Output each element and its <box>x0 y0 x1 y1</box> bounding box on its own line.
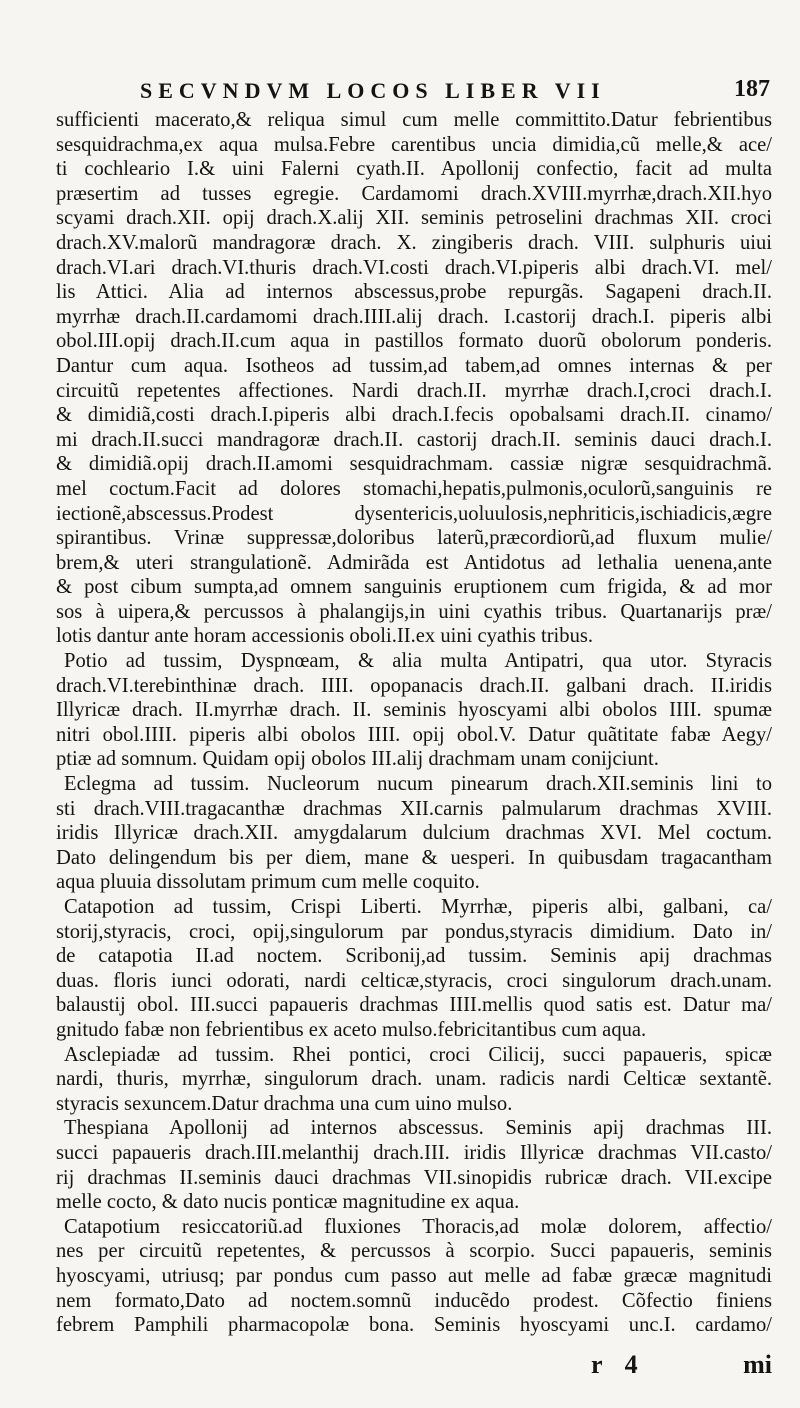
text-line: sufficienti macerato,& reliqua simul cum melle committito.Datur febrientibus <box>56 109 772 131</box>
text-line: præsertim ad tusses egregie. Cardamomi drach.XVIII.myrrhæ,drach.XII.hyo <box>56 182 772 205</box>
text-line: myrrhæ drach.II.cardamomi drach.IIII.alij drach. I.castorij drach.I. piperis albi <box>56 305 772 328</box>
catchword: mi <box>743 1350 772 1379</box>
text-line: ti cochleario I.& uini Falerni cyath.II. Apollonij confectio, facit ad multa <box>56 158 772 181</box>
text-line: Catapotium resiccatoriũ.ad fluxiones Thoracis,ad molæ dolorem, affectio/ <box>64 1215 772 1238</box>
text-line: Asclepiadæ ad tussim. Rhei pontici, croci Cilicij, succi papaueris, spicæ <box>64 1043 772 1066</box>
text-line: Dantur cum aqua. Isotheos ad tussim,ad tabem,ad omnes internas & per <box>56 354 772 377</box>
text-line: nardi, thuris, myrrhæ, singulorum drach. unam. radicis nardi Celticæ sextantẽ. <box>56 1068 772 1091</box>
text-line: Illyricæ drach. II.myrrhæ drach. II. seminis hyoscyami albi obolos IIII. spumæ <box>56 699 772 722</box>
text-line: nes per circuitũ repetentes, & percussos à scorpio. Succi papaueris, seminis <box>56 1240 772 1263</box>
text-line: febrem Pamphili pharmacopolæ bona. Seminis hyoscyami unc.I. cardamo/ <box>56 1314 772 1337</box>
text-line: hyoscyami, utriusq; par pondus cum passo aut melle ad fabæ græcæ magnitudi <box>56 1264 772 1287</box>
text-line: sos à uipera,& percussos à phalangijs,in uini cyathis tribus. Quartanarijs præ/ <box>56 600 772 623</box>
text-line: circuitũ repetentes affectiones. Nardi drach.II. myrrhæ drach.I,croci drach.I. <box>56 379 772 402</box>
text-line: & dimidiã,costi drach.I.piperis albi drach.I.fecis opobalsami drach.II. cinamo/ <box>56 404 772 427</box>
text-line: sesquidrachma,ex aqua mulsa.Febre carentibus uncia dimidia,cũ melle,& ace/ <box>56 133 772 156</box>
text-line: rij drachmas II.seminis dauci drachmas VII.sinopidis rubricæ drach. VII.excipe <box>56 1166 772 1189</box>
text-line: lis Attici. Alia ad internos abscessus,probe repurgãs. Sagapeni drach.II. <box>56 281 772 304</box>
text-line: melle cocto, & dato nucis ponticæ magnitudine ex aqua. <box>56 1191 520 1214</box>
text-line: iridis Illyricæ drach.XII. amygdalarum dulcium drachmas XVI. Mel coctum. <box>56 822 772 845</box>
text-line: mel coctum.Facit ad dolores stomachi,hepatis,pulmonis,oculorũ,sanguinis re <box>56 477 772 500</box>
text-line: Eclegma ad tussim. Nucleorum nucum pinearum drach.XII.seminis lini to <box>64 773 772 796</box>
text-line: nitri obol.IIII. piperis albi obolos IIII. opij obol.V. Datur quãtitate fabæ Aegy/ <box>56 723 772 746</box>
text-line: brem,& uteri strangulationẽ. Admirãda est Antidotus ad lethalia uenena,ante <box>56 551 772 574</box>
text-line: Catapotion ad tussim, Crispi Liberti. Myrrhæ, piperis albi, galbani, ca/ <box>64 896 772 918</box>
text-line: lotis dantur ante horam accessionis oboli.II.ex uini cyathis tribus. <box>56 625 594 648</box>
text-line: storij,styracis, croci, opij,singulorum par pondus,styracis dimidium. Dato in/ <box>56 920 772 943</box>
text-line: duas. floris iunci odorati, nardi celticæ,styracis, croci singulorum drach.unam. <box>56 969 772 992</box>
text-line: obol.III.opij drach.II.cum aqua in pastillos formato duorũ obolorum ponderis. <box>56 330 772 353</box>
text-line: Dato delingendum bis per diem, mane & uesperi. In quibusdam tragacantham <box>56 846 772 869</box>
text-line: nem formato,Dato ad noctem.somnũ inducẽdo prodest. Cõfectio finiens <box>56 1289 772 1312</box>
text-line: gnitudo fabæ non febrientibus ex aceto mulso.febricitantibus cum aqua. <box>56 1018 647 1041</box>
signature-mark: r 4 <box>591 1350 646 1379</box>
text-line: sti drach.VIII.tragacanthæ drachmas XII.carnis palmularum drachmas XVIII. <box>56 797 772 820</box>
text-line: spirantibus. Vrinæ suppressæ,doloribus laterũ,præcordiorũ,ad fluxum mulie/ <box>56 527 772 550</box>
text-line: Thespiana Apollonij ad internos abscessus. Seminis apij drachmas III. <box>64 1117 772 1140</box>
text-line: & dimidiã.opij drach.II.amomi sesquidrachmam. cassiæ nigræ sesquidrachmã. <box>56 453 772 476</box>
text-line: styracis sexuncem.Datur drachma una cum uino mulso. <box>56 1092 513 1115</box>
running-head: SECVNDVM LOCOS LIBER VII <box>140 78 606 103</box>
page-footer <box>56 1350 772 1390</box>
text-line: scyami drach.XII. opij drach.X.alij XII. seminis petroselini drachmas XII. croci <box>56 207 772 230</box>
text-line: succi papaueris drach.III.melanthij drach.III. iridis Illyricæ drachmas VII.casto/ <box>56 1141 772 1164</box>
page-number: 187 <box>734 76 770 102</box>
text-line: ptiæ ad somnum. Quidam opij obolos III.alij drachmam unam conijciunt. <box>56 748 659 771</box>
text-line: & post cibum sumpta,ad omnem sanguinis eruptionem cum frigida, & ad mor <box>56 576 772 599</box>
body-text <box>56 108 772 1338</box>
text-line: Potio ad tussim, Dyspnœam, & alia multa Antipatri, qua utor. Styracis <box>64 650 772 673</box>
text-line: mi drach.II.succi mandragoræ drach.II. castorij drach.II. seminis dauci drach.I. <box>56 428 772 451</box>
text-line: drach.VI.ari drach.VI.thuris drach.VI.costi drach.VI.piperis albi drach.VI. mel/ <box>56 256 772 279</box>
text-line: iectionẽ,abscessus.Prodest dysentericis,uoluulosis,nephriticis,ischiadicis,ægre <box>56 502 772 525</box>
text-line: drach.XV.malorũ mandragoræ drach. X. zingiberis drach. VIII. sulphuris uiui <box>56 231 772 254</box>
text-line: de catapotia II.ad noctem. Scribonij,ad tussim. Seminis apij drachmas <box>56 945 772 968</box>
text-line: balaustij obol. III.succi papaueris drachmas IIII.mellis quod satis est. Datur ma/ <box>56 994 772 1017</box>
text-line: drach.VI.terebinthinæ drach. IIII. opopanacis drach.II. galbani drach. II.iridis <box>56 674 772 697</box>
text-line: aqua pluuia dissolutam primum cum melle coquito. <box>56 871 480 894</box>
